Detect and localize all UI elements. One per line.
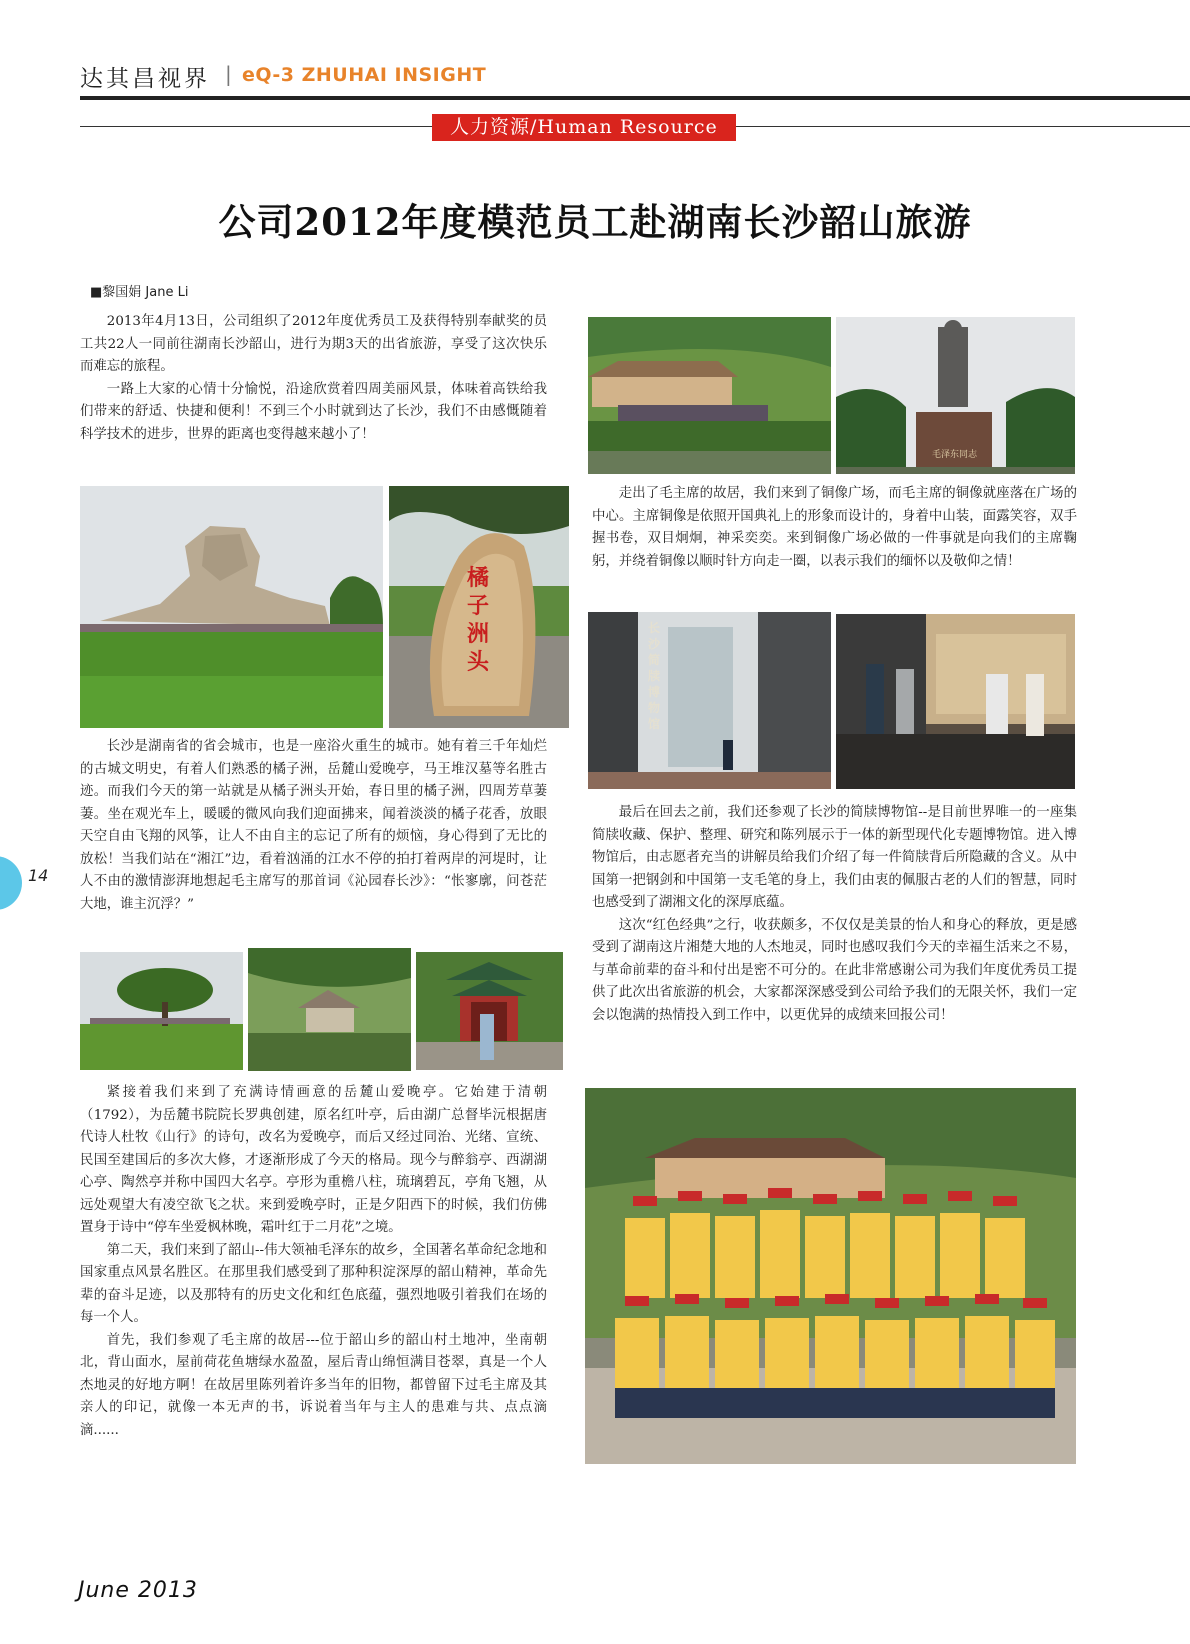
- photo-bronze-statue: [836, 317, 1075, 474]
- museum-sign: 长沙简牍博物馆: [648, 621, 661, 731]
- paragraph: 2013年4月13日，公司组织了2012年度优秀员工及获得特别奉献奖的员工共22人一同前往湖南长沙韶山，进行为期3天的出省旅游，享受了这次快乐而难忘的旅程。: [80, 314, 547, 374]
- paragraph: 首先，我们参观了毛主席的故居---位于韶山乡的韶山村土地冲，坐南朝北，背山面水，屋前荷花鱼塘绿水盈盈，屋后青山绵恒满目苍翠，真是一个人杰地灵的好地方啊！在故居里陈列着许多当年的旧物，都曾留下过毛主席及其亲人的印记，就像一本无声的书，诉说着当年与主人的患难与共、点点滴滴......: [80, 1332, 547, 1438]
- paragraph: 第二天，我们来到了韶山--伟大领袖毛泽东的故乡，全国著名革命纪念地和国家重点风景名胜区。在那里我们感受到了那种积淀深厚的韶山精神，革命先辈的奋斗足迹，以及那特有的历史文化和红色底蕴，强烈地吸引着我们在场的每一个人。: [80, 1242, 547, 1325]
- rock-calligraphy: 橘子洲头: [467, 565, 490, 675]
- text-block-right-mid: [592, 802, 1077, 1027]
- paragraph: 紧接着我们来到了充满诗情画意的岳麓山爱晚亭。它始建于清朝（1792），为岳麓书院院长罗典创建，原名红叶亭，后由湖广总督毕沅根据唐代诗人杜牧《山行》的诗句，改名为爱晚亭，而后又经过同治、光绪、宣统、民国至建国后的多次大修，才逐渐形成了今天的格局。现今与醉翁亭、西湖湖心亭、陶然亭并称中国四大名亭。亭形为重檐八柱，琉璃碧瓦，亭角飞翘，从远处观望大有凌空欲飞之状。来到爱晚亭时，正是夕阳西下的时候，我们仿佛置身于诗中“停车坐爱枫林晚，霜叶红于二月花”之境。: [80, 1085, 547, 1235]
- photo-former-residence: [588, 317, 831, 474]
- page-number-tab: [0, 856, 22, 910]
- magazine-title-en: eQ-3 ZHUHAI INSIGHT: [242, 64, 487, 86]
- article-author: ■黎国娟 Jane Li: [90, 285, 189, 300]
- text-block-left-mid: [80, 736, 547, 916]
- photo-mao-youth-sculpture: [80, 486, 383, 728]
- statue-plaque-text: 毛泽东同志: [932, 450, 978, 460]
- photo-aiwan-pavilion: [416, 952, 563, 1070]
- paragraph: 一路上大家的心情十分愉悦，沿途欣赏着四周美丽风景，体味着高铁给我们带来的舒适、快捷和便利！不到三个小时就到达了长沙，我们不由感慨随着科学技术的进步，世界的距离也变得越来越小了！: [80, 381, 547, 442]
- paragraph: 走出了毛主席的故居，我们来到了铜像广场，而毛主席的铜像就座落在广场的中心。主席铜像是依照开国典礼上的形象而设计的，身着中山装，面露笑容，双手握书卷，双目炯炯，神采奕奕。来到铜像广场必做的一件事就是向我们的主席鞠躬，并绕着铜像以顺时针方向走一圈，以表示我们的缅怀以及敬仰之情！: [592, 486, 1077, 569]
- magazine-title-cn: 达其昌视界: [80, 66, 210, 92]
- photo-museum-interior: [836, 614, 1075, 789]
- paragraph: 长沙是湖南省的省会城市，也是一座浴火重生的城市。她有着三千年灿烂的古城文明史，有着人们熟悉的橘子洲，岳麓山爱晚亭，马王堆汉墓等名胜古迹。而我们今天的第一站就是从橘子洲头开始，春日里的橘子洲，四周芳草萋萋。坐在观光车上，暖暖的微风向我们迎面拂来，闻着淡淡的橘子花香，放眼天空自由飞翔的风筝，让人不由自主的忘记了所有的烦恼，身心得到了无比的放松！当我们站在“湘江”边，看着汹涌的江水不停的拍打着两岸的河堤时，让人不由的激情澎湃地想起毛主席写的那首词《沁园春长沙》：“怅寥廓，问苍茫大地，谁主沉浮？”: [80, 739, 547, 912]
- page-number: 14: [28, 866, 49, 885]
- paragraph: 这次“红色经典”之行，收获颇多，不仅仅是美景的怡人和身心的释放，更是感受到了湖南这片湘楚大地的人杰地灵，同时也感叹我们今天的幸福生活来之不易，与革命前辈的奋斗和付出是密不可分的。在此非常感谢公司为我们年度优秀员工提供了此次出省旅游的机会，大家都深深感受到公司给予我们的无限关怀，我们一定会以饱满的热情投入到工作中，以更优异的成绩来回报公司！: [592, 917, 1077, 1023]
- photo-orange-isle-tree: [80, 952, 243, 1070]
- photo-inscribed-rock: [389, 486, 569, 728]
- photo-museum-entrance: [588, 612, 831, 789]
- section-label: 人力资源/Human Resource: [432, 114, 736, 141]
- text-block-right-top: [592, 483, 1077, 573]
- article-title: 公司2012年度模范员工赴湖南长沙韶山旅游: [218, 200, 972, 244]
- issue-date: June 2013: [78, 1578, 198, 1603]
- header-rule-thick: [80, 96, 1190, 100]
- text-block-left-top: [80, 311, 547, 446]
- header-separator: |: [225, 62, 232, 86]
- photo-academy-pavilion: [248, 948, 411, 1071]
- text-block-left-bottom: [80, 1082, 547, 1442]
- photo-group-employees: [585, 1088, 1076, 1464]
- paragraph: 最后在回去之前，我们还参观了长沙的简牍博物馆--是目前世界唯一的一座集简牍收藏、保护、整理、研究和陈列展示于一体的新型现代化专题博物馆。进入博物馆后，由志愿者充当的讲解员给我们介绍了每一件简牍背后所隐藏的含义。从中国第一把钢剑和中国第一支毛笔的身上，我们由衷的佩服古老的人们的智慧，同时也感受到了湖湘文化的深厚底蕴。: [592, 805, 1077, 910]
